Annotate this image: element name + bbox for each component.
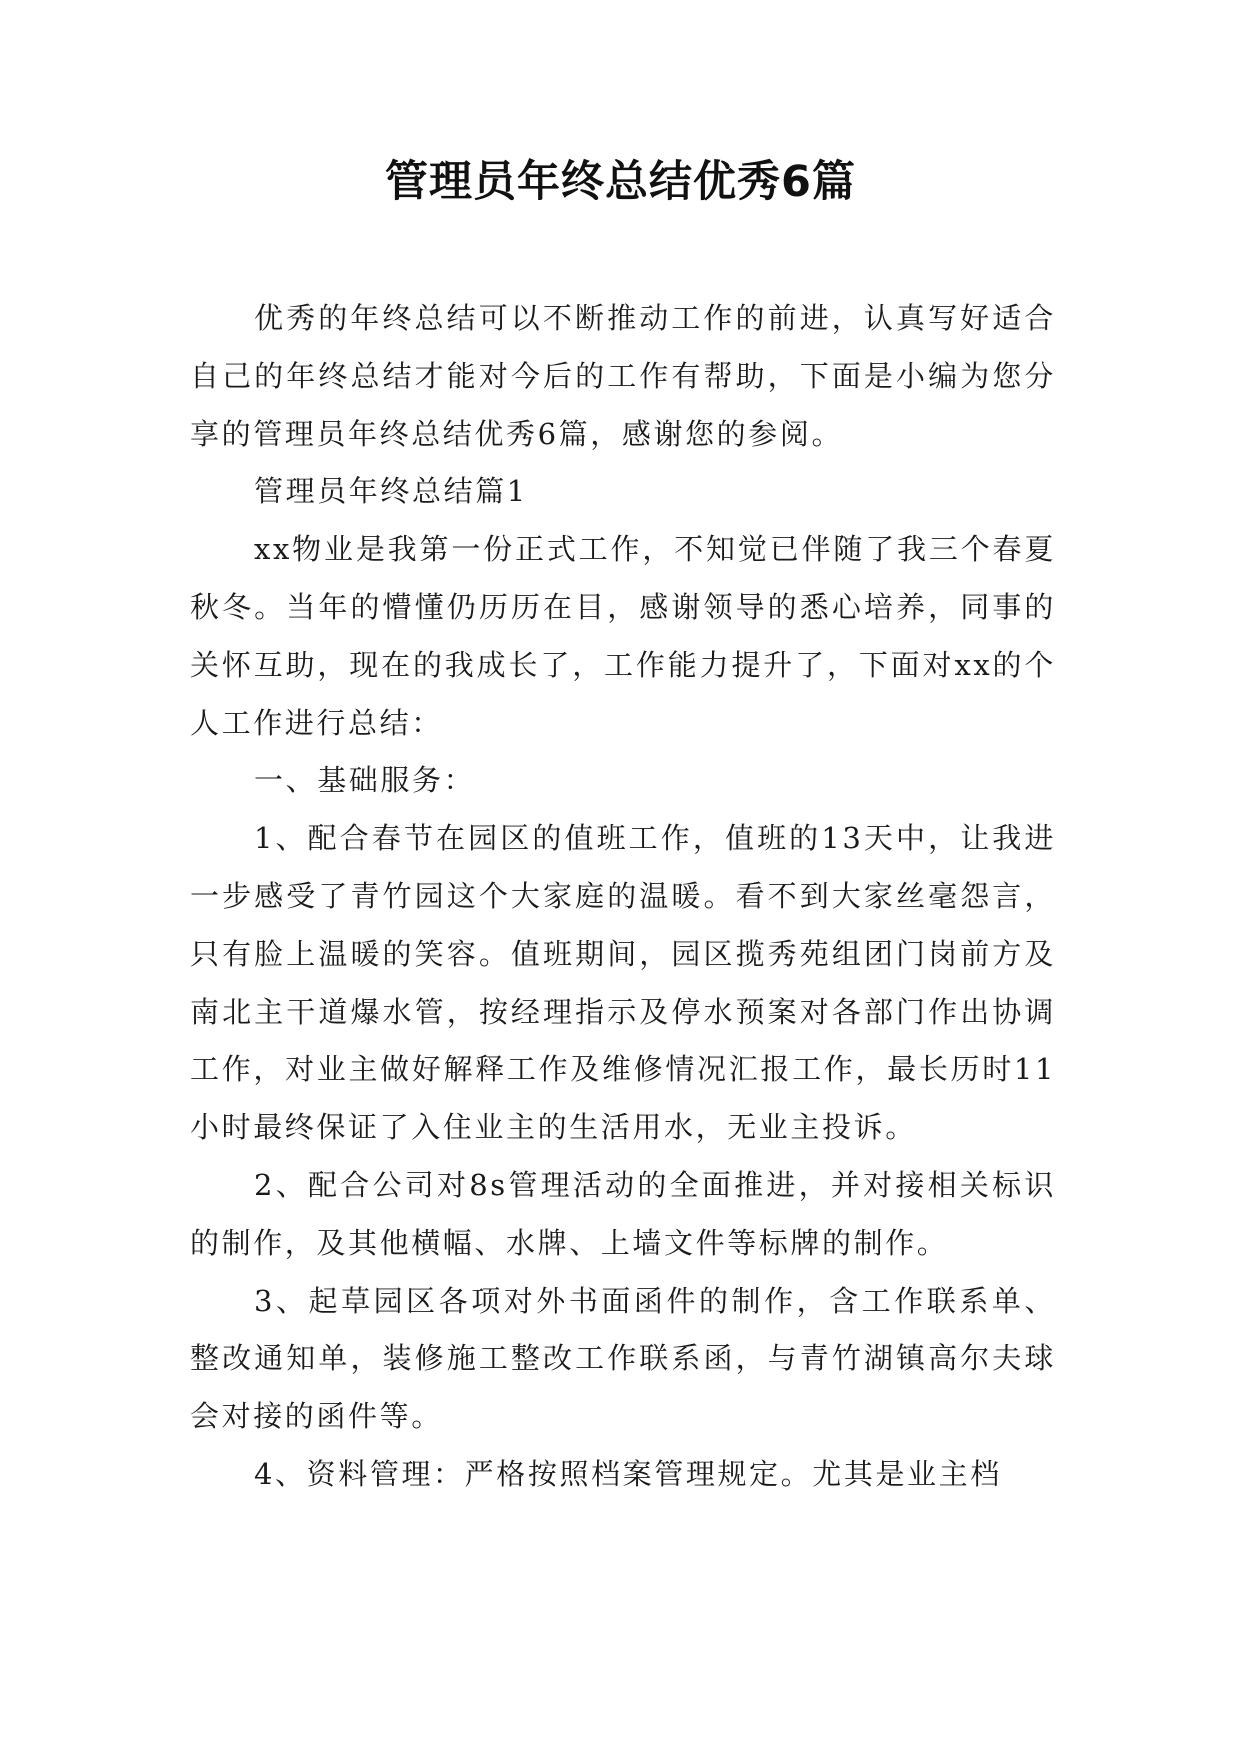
body-paragraph: 4、资料管理：严格按照档案管理规定。尤其是业主档 <box>254 1456 1002 1491</box>
subsection-heading: 一、基础服务： <box>254 763 476 798</box>
document-title: 管理员年终总结优秀6篇 <box>385 157 856 207</box>
body-paragraph: 2、配合公司对8s管理活动的全面推进，并对接相关标识的制作，及其他横幅、水牌、上墙文件等标牌的制作。 <box>190 1167 1056 1260</box>
section-heading: 管理员年终总结篇1 <box>254 474 528 509</box>
document-body <box>190 290 1056 1504</box>
body-paragraph: xx物业是我第一份正式工作，不知觉已伴随了我三个春夏秋冬。当年的懵懂仍历历在目，感谢领导的悉心培养，同事的关怀互助，现在的我成长了，工作能力提升了，下面对xx的个人工作进行总结： <box>190 532 1056 740</box>
intro-paragraph: 优秀的年终总结可以不断推动工作的前进，认真写好适合自己的年终总结才能对今后的工作有帮助，下面是小编为您分享的管理员年终总结优秀6篇，感谢您的参阅。 <box>190 301 1056 451</box>
body-paragraph: 3、起草园区各项对外书面函件的制作，含工作联系单、整改通知单，装修施工整改工作联系函，与青竹湖镇高尔夫球会对接的函件等。 <box>190 1283 1056 1434</box>
body-paragraph: 1、配合春节在园区的值班工作，值班的13天中，让我进一步感受了青竹园这个大家庭的温暖。看不到大家丝毫怨言，只有脸上温暖的笑容。值班期间，园区揽秀苑组团门岗前方及南北主干道爆水管，按经理指示及停水预案对各部门作出协调工作，对业主做好解释工作及维修情况汇报工作，最长历时11小时最终保证了入住业主的生活用水，无业主投诉。 <box>190 821 1056 1145</box>
